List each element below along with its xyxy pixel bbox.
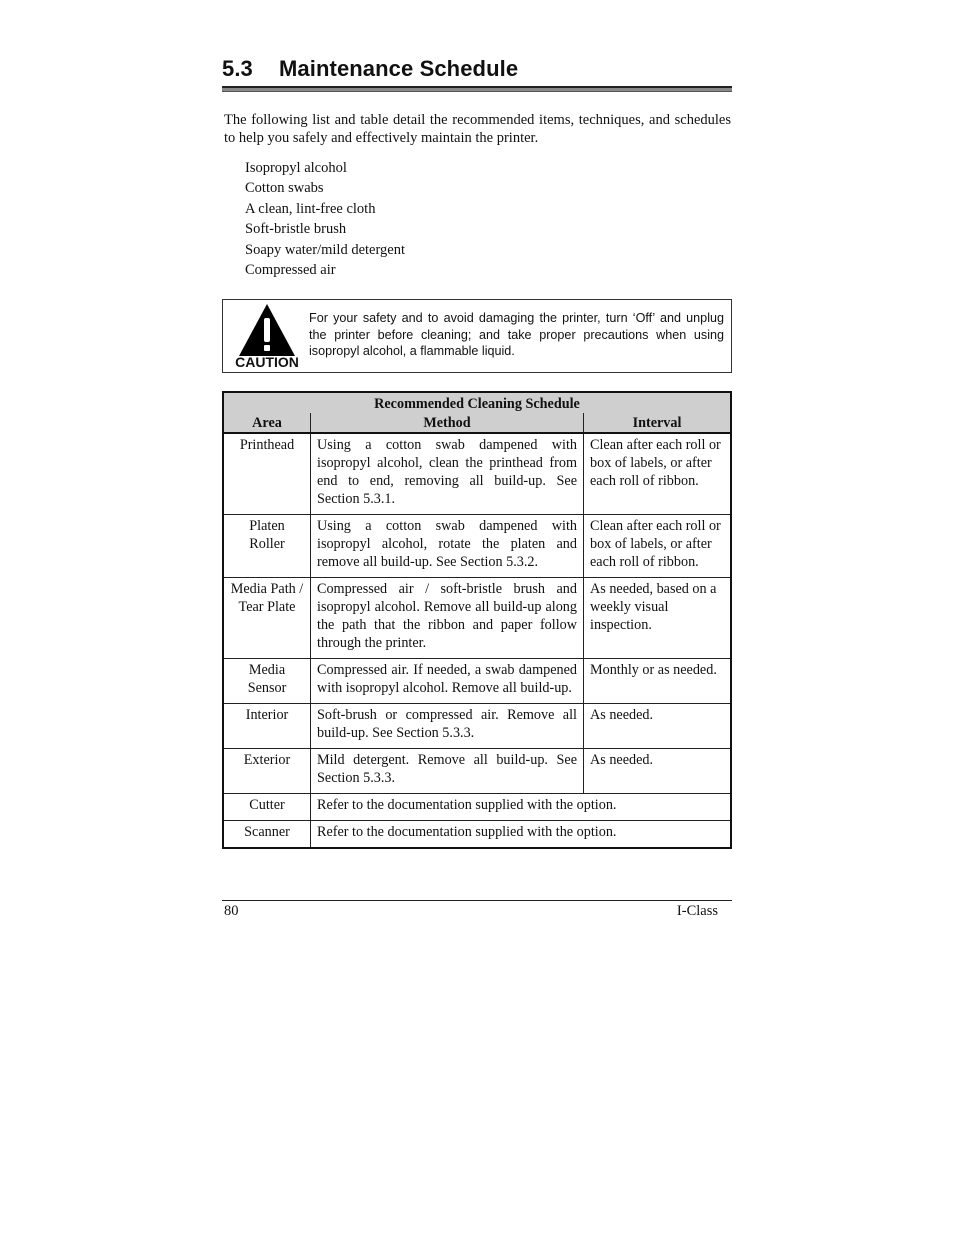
caution-label: CAUTION [235, 354, 299, 370]
cleaning-schedule-table [222, 391, 732, 849]
cell-interval: Monthly or as needed. [584, 659, 732, 704]
cell-interval: As needed. [584, 749, 732, 794]
table-row [223, 433, 731, 515]
section-number: 5.3 [222, 56, 253, 81]
table-row [223, 821, 731, 849]
table-row [223, 704, 731, 749]
list-item: Soft-bristle brush [245, 221, 347, 238]
table-row [223, 749, 731, 794]
cell-method: Mild detergent. Remove all build-up. See Section 5.3.3. [311, 749, 584, 794]
column-header-method: Method [311, 413, 584, 433]
cell-area: Printhead [223, 433, 311, 515]
product-name: I-Class [676, 903, 718, 919]
footer-rule [222, 900, 732, 901]
cell-method: Refer to the documentation supplied with the option. [311, 794, 732, 821]
intro-paragraph: The following list and table detail the recommended items, techniques, and schedules to help you safely and effectively maintain the printer. [224, 112, 731, 146]
list-item: Isopropyl alcohol [245, 160, 347, 176]
list-item: Soapy water/mild detergent [245, 241, 405, 258]
list-item: Cotton swabs [245, 180, 324, 197]
cell-method: Soft-brush or compressed air. Remove all build-up. See Section 5.3.3. [311, 704, 584, 749]
cell-area: Interior [223, 704, 311, 749]
list-item: A clean, lint-free cloth [245, 200, 376, 217]
section-heading [222, 56, 732, 82]
cell-interval: As needed, based on a weekly visual inspection. [584, 578, 732, 659]
table-row [223, 794, 731, 821]
cell-interval: Clean after each roll or box of labels, or after each roll of ribbon. [584, 515, 732, 578]
cell-method: Using a cotton swab dampened with isopropyl alcohol, clean the printhead from end to end, removing all build-up. See Section 5.3.1. [311, 433, 584, 515]
cell-method: Compressed air. If needed, a swab dampened with isopropyl alcohol. Remove all build-up. [311, 659, 584, 704]
table-caption: Recommended Cleaning Schedule [223, 392, 731, 413]
cell-interval: As needed. [584, 704, 732, 749]
table-row [223, 578, 731, 659]
heading-rule [222, 86, 732, 92]
table-row [223, 659, 731, 704]
cell-area: Media Sensor [223, 659, 311, 704]
cell-area: Media Path / Tear Plate [223, 578, 311, 659]
supplies-list [245, 158, 405, 280]
cell-interval: Clean after each roll or box of labels, or after each roll of ribbon. [584, 433, 732, 515]
column-header-interval: Interval [584, 413, 732, 433]
section-title: Maintenance Schedule [279, 56, 519, 81]
cell-area: Scanner [223, 821, 311, 849]
caution-box [222, 299, 732, 373]
caution-text: For your safety and to avoid damaging the printer, turn ‘Off’ and unplug the printer before cleaning; and take proper precautions when using isopropyl alcohol, a flammable liquid. [309, 311, 724, 359]
column-header-area: Area [223, 413, 311, 433]
list-item: Compressed air [245, 262, 336, 279]
page-number: 80 [224, 903, 239, 919]
cell-area: Platen Roller [223, 515, 311, 578]
cell-method: Using a cotton swab dampened with isopropyl alcohol, rotate the platen and remove all build-up. See Section 5.3.2. [311, 515, 584, 578]
table-row [223, 515, 731, 578]
cell-method: Refer to the documentation supplied with the option. [311, 821, 732, 849]
cell-area: Exterior [223, 749, 311, 794]
cell-method: Compressed air / soft-bristle brush and isopropyl alcohol. Remove all build-up along the path that the ribbon and paper follow through the printer. [311, 578, 584, 659]
cell-area: Cutter [223, 794, 311, 821]
